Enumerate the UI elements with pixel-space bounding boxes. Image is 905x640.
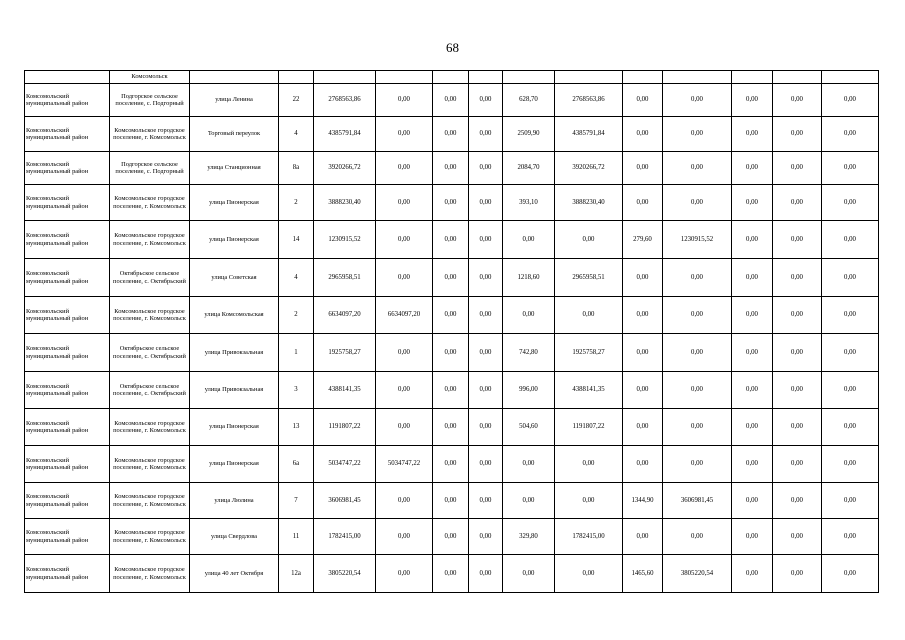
- value-cell: 0,00: [822, 483, 879, 519]
- street-cell: улица Пионерская: [190, 221, 279, 259]
- value-cell: 1191807,22: [555, 409, 623, 446]
- value-cell: [314, 71, 376, 84]
- value-cell: 0,00: [555, 483, 623, 519]
- value-cell: 0,00: [555, 297, 623, 334]
- value-cell: [503, 71, 555, 84]
- value-cell: 329,80: [503, 519, 555, 555]
- value-cell: 0,00: [773, 152, 822, 185]
- value-cell: 1230915,52: [663, 221, 732, 259]
- value-cell: 0,00: [663, 372, 732, 409]
- value-cell: 0,00: [376, 259, 433, 297]
- value-cell: 0,00: [469, 185, 503, 221]
- settlement-cell: Октябрьское сельское поселение, с. Октябрьский: [110, 372, 190, 409]
- value-cell: 0,00: [663, 185, 732, 221]
- value-cell: 0,00: [623, 519, 663, 555]
- value-cell: [433, 71, 469, 84]
- settlement-cell: Комсомольское городское поселение, г. Комсомольск: [110, 409, 190, 446]
- district-cell: Комсомольский муниципальный район: [25, 297, 110, 334]
- street-cell: улица Советская: [190, 259, 279, 297]
- value-cell: 504,60: [503, 409, 555, 446]
- value-cell: 0,00: [773, 84, 822, 117]
- value-cell: 0,00: [469, 555, 503, 593]
- table-row: [25, 152, 879, 185]
- value-cell: 0,00: [663, 409, 732, 446]
- value-cell: 6634097,20: [314, 297, 376, 334]
- value-cell: 3606981,45: [314, 483, 376, 519]
- settlement-cell: Комсомольское городское поселение, г. Комсомольск: [110, 519, 190, 555]
- settlement-cell: Октябрьское сельское поселение, с. Октябрьский: [110, 259, 190, 297]
- street-cell: улица Люлина: [190, 483, 279, 519]
- value-cell: 0,00: [376, 555, 433, 593]
- value-cell: 2768563,86: [314, 84, 376, 117]
- value-cell: 0,00: [822, 259, 879, 297]
- house-cell: 14: [279, 221, 314, 259]
- value-cell: 0,00: [376, 372, 433, 409]
- value-cell: 0,00: [623, 185, 663, 221]
- value-cell: 742,80: [503, 334, 555, 372]
- house-cell: 2: [279, 185, 314, 221]
- value-cell: 0,00: [822, 117, 879, 152]
- value-cell: 0,00: [773, 409, 822, 446]
- value-cell: 0,00: [469, 221, 503, 259]
- value-cell: 0,00: [623, 334, 663, 372]
- street-cell: улица Станционная: [190, 152, 279, 185]
- value-cell: 0,00: [663, 297, 732, 334]
- district-cell: Комсомольский муниципальный район: [25, 259, 110, 297]
- value-cell: 0,00: [433, 117, 469, 152]
- value-cell: 0,00: [822, 555, 879, 593]
- value-cell: 2965958,51: [555, 259, 623, 297]
- value-cell: 0,00: [376, 334, 433, 372]
- settlement-cell: Комсомольское городское поселение, г. Комсомольск: [110, 297, 190, 334]
- value-cell: 0,00: [623, 409, 663, 446]
- value-cell: 279,60: [623, 221, 663, 259]
- value-cell: 0,00: [773, 221, 822, 259]
- table-row: [25, 409, 879, 446]
- house-cell: [279, 71, 314, 84]
- value-cell: 1465,60: [623, 555, 663, 593]
- value-cell: 0,00: [773, 297, 822, 334]
- value-cell: 0,00: [822, 372, 879, 409]
- value-cell: [732, 71, 773, 84]
- street-cell: улица 40 лет Октября: [190, 555, 279, 593]
- house-cell: 13: [279, 409, 314, 446]
- street-cell: улица Привокзальная: [190, 372, 279, 409]
- value-cell: 0,00: [623, 259, 663, 297]
- value-cell: 1925758,27: [314, 334, 376, 372]
- value-cell: 0,00: [732, 483, 773, 519]
- value-cell: 996,00: [503, 372, 555, 409]
- value-cell: 0,00: [773, 519, 822, 555]
- value-cell: 0,00: [376, 152, 433, 185]
- value-cell: 0,00: [376, 519, 433, 555]
- district-cell: Комсомольский муниципальный район: [25, 519, 110, 555]
- value-cell: [663, 71, 732, 84]
- value-cell: 1191807,22: [314, 409, 376, 446]
- value-cell: 0,00: [555, 446, 623, 483]
- street-cell: улица Пионерская: [190, 409, 279, 446]
- house-cell: 4: [279, 259, 314, 297]
- street-cell: улица Свердлова: [190, 519, 279, 555]
- value-cell: 0,00: [433, 334, 469, 372]
- value-cell: 0,00: [433, 221, 469, 259]
- value-cell: 0,00: [773, 372, 822, 409]
- settlement-cell: Комсомольское городское поселение, г. Комсомольск: [110, 446, 190, 483]
- value-cell: 3805220,54: [314, 555, 376, 593]
- house-cell: 11: [279, 519, 314, 555]
- value-cell: 0,00: [732, 555, 773, 593]
- value-cell: 0,00: [433, 297, 469, 334]
- house-cell: 2: [279, 297, 314, 334]
- value-cell: 0,00: [773, 446, 822, 483]
- value-cell: 0,00: [732, 259, 773, 297]
- value-cell: 0,00: [469, 117, 503, 152]
- value-cell: 0,00: [822, 409, 879, 446]
- value-cell: 0,00: [376, 117, 433, 152]
- value-cell: 0,00: [732, 446, 773, 483]
- value-cell: 0,00: [623, 152, 663, 185]
- district-cell: Комсомольский муниципальный район: [25, 483, 110, 519]
- value-cell: 0,00: [822, 446, 879, 483]
- table-row: [25, 334, 879, 372]
- value-cell: [555, 71, 623, 84]
- district-cell: Комсомольский муниципальный район: [25, 372, 110, 409]
- value-cell: 0,00: [433, 519, 469, 555]
- street-cell: Торговый переулок: [190, 117, 279, 152]
- value-cell: 1782415,00: [555, 519, 623, 555]
- value-cell: 0,00: [433, 446, 469, 483]
- district-cell: Комсомольский муниципальный район: [25, 185, 110, 221]
- value-cell: 0,00: [433, 372, 469, 409]
- value-cell: 0,00: [555, 555, 623, 593]
- repair-cost-table: [24, 70, 879, 593]
- value-cell: 0,00: [822, 84, 879, 117]
- house-cell: 8а: [279, 152, 314, 185]
- street-cell: улица Комсомольская: [190, 297, 279, 334]
- table-row: [25, 185, 879, 221]
- value-cell: 0,00: [469, 297, 503, 334]
- value-cell: [822, 71, 879, 84]
- value-cell: 1230915,52: [314, 221, 376, 259]
- table-row: [25, 84, 879, 117]
- value-cell: 0,00: [555, 221, 623, 259]
- value-cell: 0,00: [433, 409, 469, 446]
- value-cell: 3888230,40: [314, 185, 376, 221]
- settlement-cell: Комсомольское городское поселение, г. Комсомольск: [110, 117, 190, 152]
- settlement-cell: Комсомольское городское поселение, г. Комсомольск: [110, 483, 190, 519]
- district-cell: Комсомольский муниципальный район: [25, 117, 110, 152]
- street-cell: улица Ленина: [190, 84, 279, 117]
- value-cell: 0,00: [376, 409, 433, 446]
- value-cell: 0,00: [503, 297, 555, 334]
- value-cell: 0,00: [503, 221, 555, 259]
- settlement-cell: Комсомольское городское поселение, г. Комсомольск: [110, 185, 190, 221]
- value-cell: 3606981,45: [663, 483, 732, 519]
- table-row: [25, 259, 879, 297]
- value-cell: 3888230,40: [555, 185, 623, 221]
- value-cell: 0,00: [732, 409, 773, 446]
- value-cell: 3805220,54: [663, 555, 732, 593]
- page-number: 68: [446, 40, 459, 55]
- value-cell: 0,00: [773, 483, 822, 519]
- house-cell: 22: [279, 84, 314, 117]
- table-row: [25, 297, 879, 334]
- value-cell: 0,00: [773, 259, 822, 297]
- value-cell: 0,00: [773, 334, 822, 372]
- value-cell: [469, 71, 503, 84]
- value-cell: 0,00: [822, 185, 879, 221]
- value-cell: 1782415,00: [314, 519, 376, 555]
- value-cell: 0,00: [732, 221, 773, 259]
- street-cell: улица Пионерская: [190, 446, 279, 483]
- value-cell: 0,00: [623, 446, 663, 483]
- value-cell: 0,00: [623, 297, 663, 334]
- value-cell: 0,00: [663, 446, 732, 483]
- district-cell: Комсомольский муниципальный район: [25, 409, 110, 446]
- value-cell: 0,00: [663, 152, 732, 185]
- table-body: [25, 71, 879, 593]
- value-cell: 2084,70: [503, 152, 555, 185]
- value-cell: 1344,90: [623, 483, 663, 519]
- street-cell: [190, 71, 279, 84]
- value-cell: 0,00: [503, 483, 555, 519]
- settlement-cell: Комсомольское городское поселение, г. Комсомольск: [110, 221, 190, 259]
- value-cell: 2965958,51: [314, 259, 376, 297]
- value-cell: 0,00: [822, 334, 879, 372]
- district-cell: Комсомольский муниципальный район: [25, 334, 110, 372]
- value-cell: 0,00: [376, 84, 433, 117]
- value-cell: 0,00: [663, 84, 732, 117]
- value-cell: 0,00: [623, 84, 663, 117]
- value-cell: 6634097,20: [376, 297, 433, 334]
- value-cell: 0,00: [732, 152, 773, 185]
- value-cell: 0,00: [623, 117, 663, 152]
- street-cell: улица Привокзальная: [190, 334, 279, 372]
- value-cell: 0,00: [433, 555, 469, 593]
- value-cell: 0,00: [822, 221, 879, 259]
- value-cell: 0,00: [732, 372, 773, 409]
- value-cell: 3920266,72: [555, 152, 623, 185]
- value-cell: 0,00: [469, 152, 503, 185]
- district-cell: [25, 71, 110, 84]
- table-row: [25, 446, 879, 483]
- house-cell: 3: [279, 372, 314, 409]
- table-row: [25, 555, 879, 593]
- table-row: [25, 483, 879, 519]
- value-cell: 393,10: [503, 185, 555, 221]
- value-cell: 0,00: [822, 297, 879, 334]
- settlement-cell: Октябрьское сельское поселение, с. Октябрьский: [110, 334, 190, 372]
- value-cell: 0,00: [469, 519, 503, 555]
- value-cell: [623, 71, 663, 84]
- value-cell: 0,00: [732, 297, 773, 334]
- value-cell: 0,00: [469, 372, 503, 409]
- value-cell: 0,00: [376, 185, 433, 221]
- value-cell: 0,00: [469, 334, 503, 372]
- value-cell: 0,00: [433, 84, 469, 117]
- value-cell: 0,00: [732, 117, 773, 152]
- value-cell: 0,00: [663, 117, 732, 152]
- value-cell: 0,00: [773, 117, 822, 152]
- district-cell: Комсомольский муниципальный район: [25, 221, 110, 259]
- value-cell: 0,00: [773, 185, 822, 221]
- value-cell: 0,00: [732, 84, 773, 117]
- value-cell: 0,00: [732, 519, 773, 555]
- street-cell: улица Пионерская: [190, 185, 279, 221]
- value-cell: 5034747,22: [376, 446, 433, 483]
- value-cell: 1925758,27: [555, 334, 623, 372]
- value-cell: 0,00: [469, 84, 503, 117]
- value-cell: 0,00: [663, 259, 732, 297]
- value-cell: 0,00: [732, 185, 773, 221]
- value-cell: 5034747,22: [314, 446, 376, 483]
- value-cell: 0,00: [822, 519, 879, 555]
- value-cell: [773, 71, 822, 84]
- value-cell: 4385791,84: [555, 117, 623, 152]
- value-cell: 0,00: [469, 483, 503, 519]
- value-cell: 0,00: [503, 446, 555, 483]
- value-cell: 2768563,86: [555, 84, 623, 117]
- district-cell: Комсомольский муниципальный район: [25, 84, 110, 117]
- value-cell: 0,00: [663, 334, 732, 372]
- value-cell: 0,00: [663, 519, 732, 555]
- house-cell: 6а: [279, 446, 314, 483]
- district-cell: Комсомольский муниципальный район: [25, 152, 110, 185]
- value-cell: 0,00: [732, 334, 773, 372]
- table-row: [25, 221, 879, 259]
- settlement-cell: Комсомольское городское поселение, г. Комсомольск: [110, 555, 190, 593]
- value-cell: 0,00: [433, 185, 469, 221]
- settlement-cell: Подгорское сельское поселение, с. Подгорный: [110, 84, 190, 117]
- value-cell: 0,00: [503, 555, 555, 593]
- value-cell: 2509,90: [503, 117, 555, 152]
- table-row: [25, 372, 879, 409]
- house-cell: 4: [279, 117, 314, 152]
- value-cell: 0,00: [469, 409, 503, 446]
- house-cell: 1: [279, 334, 314, 372]
- settlement-cell: Комсомольск: [110, 71, 190, 84]
- value-cell: 0,00: [433, 483, 469, 519]
- house-cell: 7: [279, 483, 314, 519]
- table-row: [25, 117, 879, 152]
- house-cell: 12а: [279, 555, 314, 593]
- table-row-continued: [25, 71, 879, 84]
- value-cell: 3920266,72: [314, 152, 376, 185]
- value-cell: [376, 71, 433, 84]
- value-cell: 628,70: [503, 84, 555, 117]
- value-cell: 0,00: [623, 372, 663, 409]
- value-cell: 0,00: [469, 259, 503, 297]
- district-cell: Комсомольский муниципальный район: [25, 555, 110, 593]
- value-cell: 4388141,35: [555, 372, 623, 409]
- value-cell: 4385791,84: [314, 117, 376, 152]
- settlement-cell: Подгорское сельское поселение, с. Подгорный: [110, 152, 190, 185]
- value-cell: 0,00: [376, 221, 433, 259]
- value-cell: 4388141,35: [314, 372, 376, 409]
- district-cell: Комсомольский муниципальный район: [25, 446, 110, 483]
- table-row: [25, 519, 879, 555]
- value-cell: 0,00: [822, 152, 879, 185]
- value-cell: 0,00: [433, 152, 469, 185]
- value-cell: 0,00: [376, 483, 433, 519]
- value-cell: 0,00: [469, 446, 503, 483]
- value-cell: 0,00: [433, 259, 469, 297]
- value-cell: 1218,60: [503, 259, 555, 297]
- value-cell: 0,00: [773, 555, 822, 593]
